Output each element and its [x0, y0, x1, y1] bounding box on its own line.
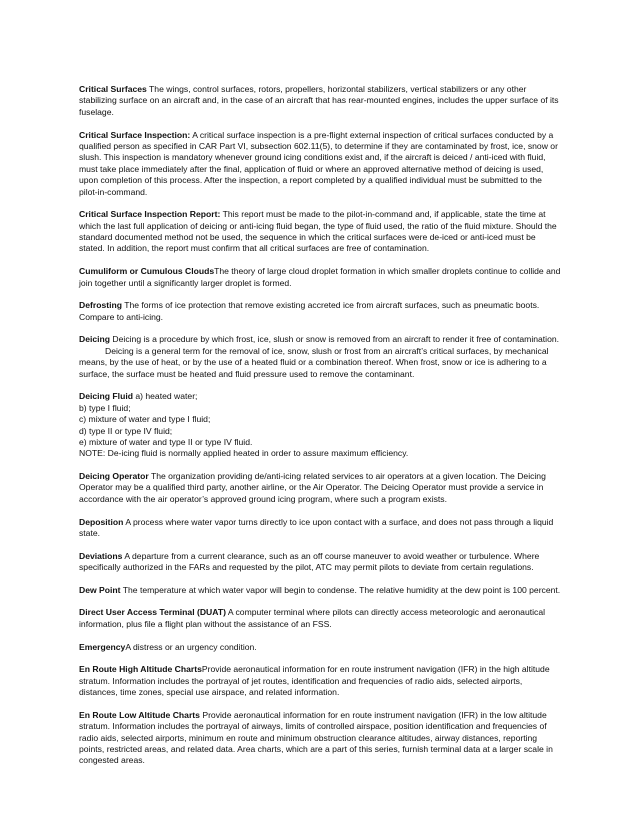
entry-definition: Deicing is a procedure by which frost, ice, slush or snow is removed from an aircraft to render it free of contamination. — [110, 334, 560, 345]
entry-definition: The organization providing de/anti-icing related services to air operators at a given location. The Deicing Operator may be a qualified third party, another airline, or the Air Operator. The Deicing Operator must provide a service in accordance with the air operator’s approved ground icing program, where such a program exists. — [79, 471, 546, 504]
entry-definition: The temperature at which water vapor will begin to condense. The relative humidity at the dew point is 100 percent. — [120, 584, 561, 595]
entry-term: Deicing Operator — [79, 471, 149, 482]
list-item: c) mixture of water and type I fluid; — [79, 414, 211, 425]
entry-term: Critical Surfaces — [79, 84, 147, 94]
list-item: d) type II or type IV fluid; — [79, 425, 173, 436]
entry-definition: A distress or an urgency condition. — [125, 641, 257, 652]
entry-definition: The forms of ice protection that remove existing accreted ice from aircraft surfaces, such as pneumatic boots. Compare to anti-icing. — [79, 300, 540, 322]
entry-deicing — [79, 334, 562, 380]
entry-definition: Provide aeronautical information for en route instrument navigation (IFR) in the low altitude stratum. Information includes the portrayal of airways, limits of controlled airspace, position identification and frequencies of radio aids, selected airports, minimum en route and minimum obstruction clearance altitudes, airway distances, reporting points, restricted areas, and related data. Area charts, which are a part of this series, furnish terminal data at a larger scale in congested areas. — [79, 709, 553, 766]
entry-en-route-high — [79, 664, 562, 698]
entry-defrosting — [79, 300, 562, 323]
entry-critical-surfaces — [79, 84, 562, 118]
entry-deviations — [79, 551, 562, 574]
entry-duat — [79, 607, 562, 630]
entry-dew-point — [79, 585, 562, 596]
entry-deicing-fluid — [79, 391, 562, 459]
entry-term: Dew Point — [79, 584, 121, 595]
entry-definition: The theory of large cloud droplet formation in which smaller droplets continue to collide and join together until a significantly larger droplet is formed. — [79, 266, 561, 288]
entry-definition-continued: Deicing is a general term for the removal of ice, snow, slush or frost from an aircraft’s critical surfaces, by mechanical means, by the use of heat, or by the use of a heated fluid or a combination thereof. When frost, snow or ice is adhering to a surface, the surface must be heated and fluid pressure used to remove the contaminant. — [79, 345, 549, 379]
entry-emergency — [79, 642, 562, 653]
glossary-page — [79, 84, 562, 778]
entry-definition: Provide aeronautical information for en route instrument navigation (IFR) in the high altitude stratum. Information includes the portrayal of jet routes, identification and frequencies of radio aids, selected airports, distances, time zones, special use airspace, and related information. — [79, 664, 550, 698]
entry-deicing-operator — [79, 471, 562, 505]
entry-definition: a) heated water; — [132, 391, 198, 402]
entry-note: NOTE: De-icing fluid is normally applied heated in order to assure maximum efficiency. — [79, 448, 409, 459]
entry-deposition — [79, 517, 562, 540]
entry-definition: The wings, control surfaces, rotors, propellers, horizontal stabilizers, vertical stabilizers or any other stabilizing surface on an aircraft and, in the case of an aircraft that has rear-mounted engines, includes the upper surface of its fuselage. — [79, 84, 559, 117]
entry-term: En Route High Altitude Charts — [79, 664, 202, 675]
entry-definition: This report must be made to the pilot-in-command and, if applicable, state the time at which the last full application of deicing or anti-icing fluid began, the type of fluid used, the ratio of the fluid mixture. Should the standard documented method not be used, the sequence in which the critical surfaces were de-iced or anti-iced must be stated. In addition, the report must confirm that all critical surfaces are free of contamination. — [79, 209, 557, 254]
list-item: b) type I fluid; — [79, 402, 131, 413]
list-item: e) mixture of water and type II or type IV fluid. — [79, 436, 253, 447]
entry-term: Deicing — [79, 334, 111, 345]
entry-term: Deposition — [79, 516, 124, 527]
entry-definition: A departure from a current clearance, such as an off course maneuver to avoid weather or turbulence. Where specifically authorized in the FARs and requested by the pilot, ATC may permit pilots to deviate from certain regulations. — [79, 550, 540, 573]
entry-term: Direct User Access Terminal (DUAT) — [79, 607, 226, 618]
entry-term: Cumuliform or Cumulous Clouds — [79, 266, 215, 277]
entry-definition: A critical surface inspection is a pre-flight external inspection of critical surfaces conducted by a qualified person as specified in CAR Part VI, subsection 602.11(5), to determine if they are contaminated by frost, ice, snow or slush. This inspection is mandatory whenever ground icing conditions exist and, if the aircraft is deiced / anti-iced with fluid, must take place immediately after the final, application of fluid or where an approved alternative method of deicing is used, upon completion of this process. After the inspection, a report completed by a qualified individual must be submitted to the pilot-in-command. — [79, 129, 558, 197]
entry-definition: A process where water vapor turns directly to ice upon contact with a surface, and does not pass through a liquid state. — [79, 516, 554, 538]
entry-cumuliform — [79, 266, 562, 289]
entry-en-route-low — [79, 710, 562, 767]
entry-term: Deicing Fluid — [79, 391, 133, 402]
entry-term: Deviations — [79, 550, 123, 561]
entry-term: Critical Surface Inspection Report: — [79, 209, 221, 220]
entry-critical-surface-inspection — [79, 130, 562, 198]
entry-term: Critical Surface Inspection: — [79, 129, 191, 140]
entry-term: Emergency — [79, 641, 126, 652]
entry-definition: A computer terminal where pilots can directly access meteorologic and aeronautical information, plus file a flight plan without the assistance of an FSS. — [79, 607, 546, 629]
entry-term: En Route Low Altitude Charts — [79, 709, 200, 720]
entry-term: Defrosting — [79, 300, 122, 311]
entry-critical-surface-inspection-report — [79, 209, 562, 255]
